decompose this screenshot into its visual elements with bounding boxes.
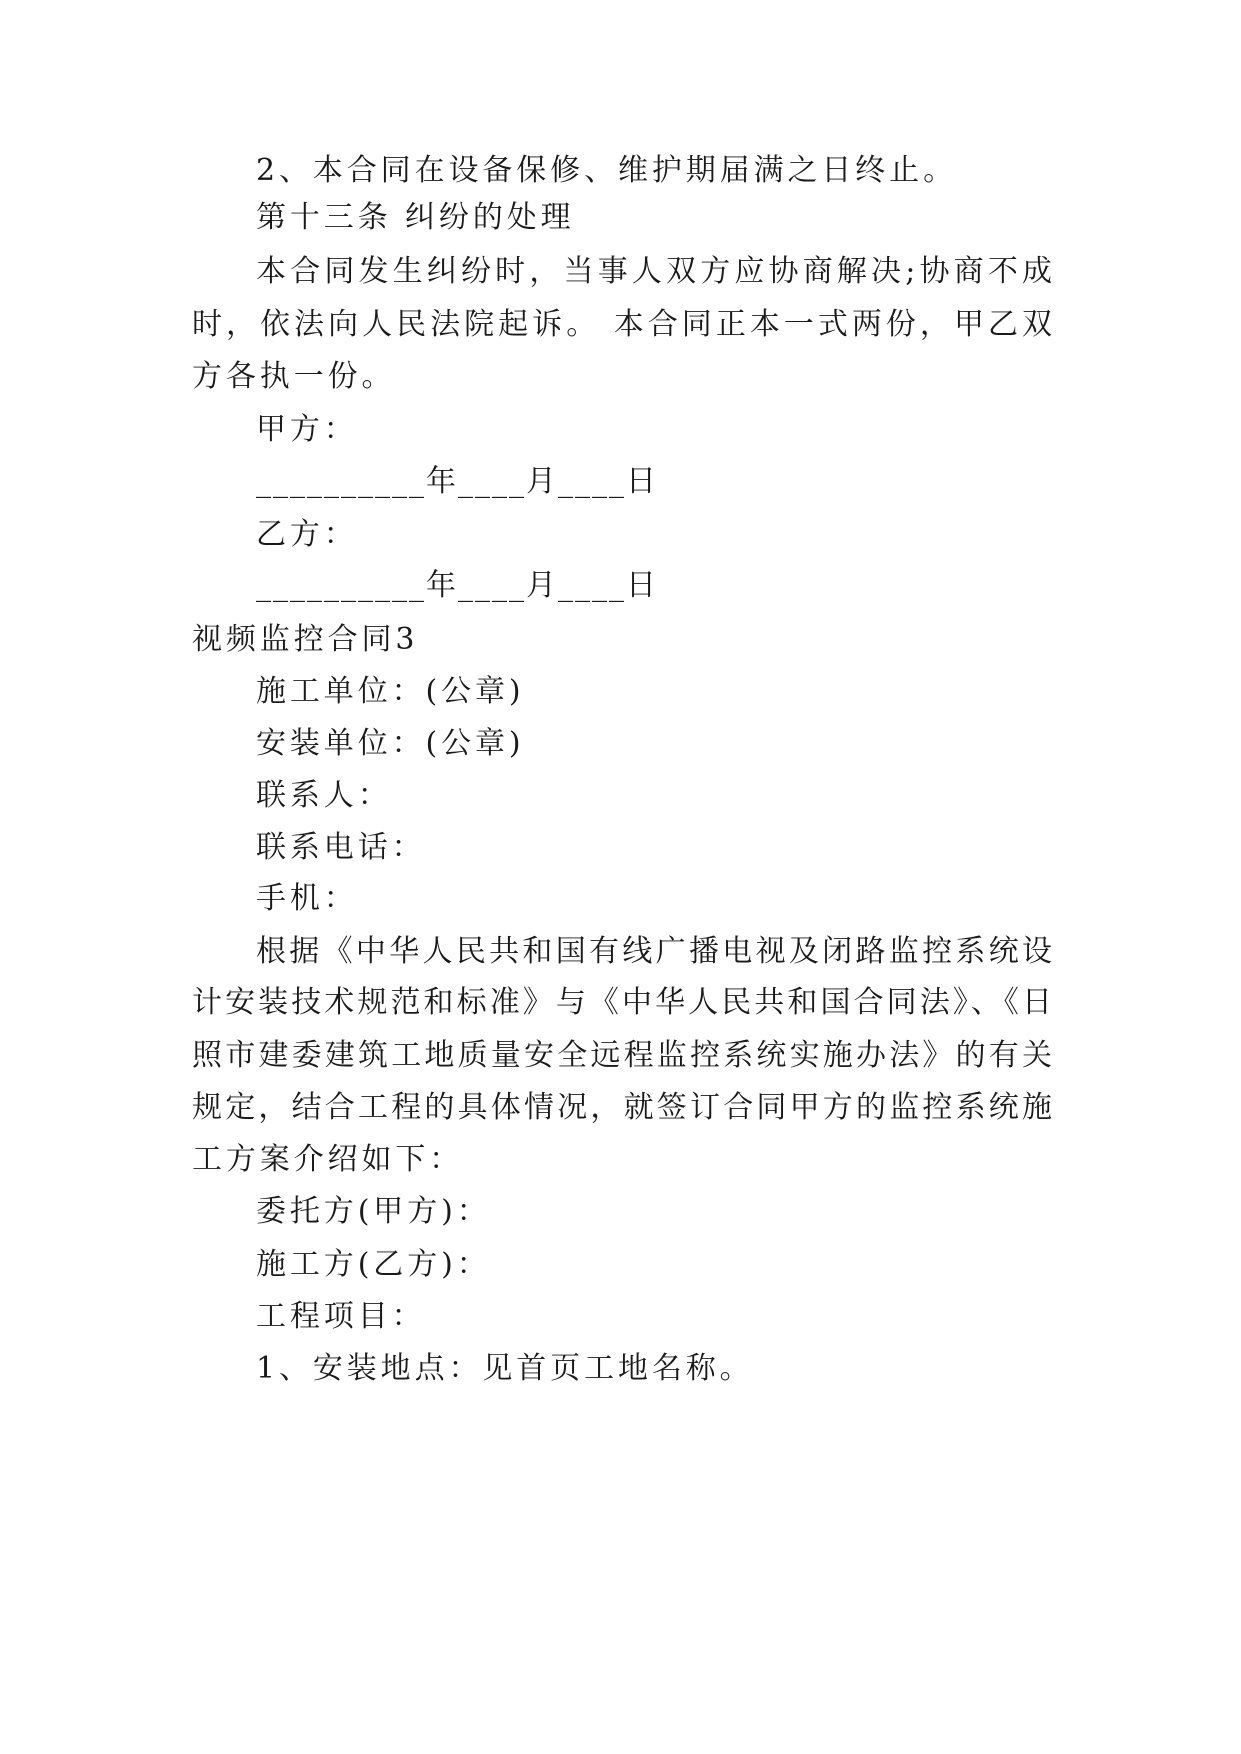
basis-paragraph-line-1: 根据《中华人民共和国有线广播电视及闭路监控系统设 [256, 934, 1052, 969]
basis-paragraph-line-4: 规定，结合工程的具体情况，就签订合同甲方的监控系统施 [192, 1090, 1052, 1125]
party-b-label: 乙方： [256, 517, 358, 552]
dispute-paragraph-line-2: 时，依法向人民法院起诉。 本合同正本一式两份，甲乙双 [192, 307, 1052, 342]
construction-unit-line: 施工单位：(公章) [256, 674, 525, 709]
basis-paragraph-line-5: 工方案介绍如下： [192, 1142, 464, 1177]
dispute-paragraph-line-3: 方各执一份。 [192, 359, 396, 394]
installation-site-line: 1、安装地点：见首页工地名称。 [256, 1351, 754, 1386]
installation-unit-line: 安装单位：(公章) [256, 726, 525, 761]
dispute-paragraph-line-1: 本合同发生纠纷时，当事人双方应协商解决;协商不成 [256, 254, 1052, 289]
party-a-date-line: __________年____月____日 [256, 464, 658, 499]
basis-paragraph-line-2: 计安装技术规范和标准》与《中华人民共和国合同法》、《日 [192, 985, 1052, 1020]
contract-3-title: 视频监控合同3 [192, 622, 419, 657]
party-b-date-line: __________年____月____日 [256, 568, 658, 603]
contact-phone-line: 联系电话： [256, 830, 426, 865]
project-line: 工程项目： [256, 1299, 426, 1334]
client-party-line: 委托方(甲方)： [256, 1194, 491, 1229]
clause-termination-line: 2、本合同在设备保修、维护期届满之日终止。 [256, 153, 957, 188]
party-a-label: 甲方： [256, 412, 358, 447]
mobile-line: 手机： [256, 881, 358, 916]
contact-person-line: 联系人： [256, 778, 392, 813]
contractor-party-line: 施工方(乙方)： [256, 1247, 491, 1282]
article-13-heading: 第十三条 纠纷的处理 [256, 200, 575, 235]
basis-paragraph-line-3: 照市建委建筑工地质量安全远程监控系统实施办法》的有关 [192, 1038, 1052, 1073]
